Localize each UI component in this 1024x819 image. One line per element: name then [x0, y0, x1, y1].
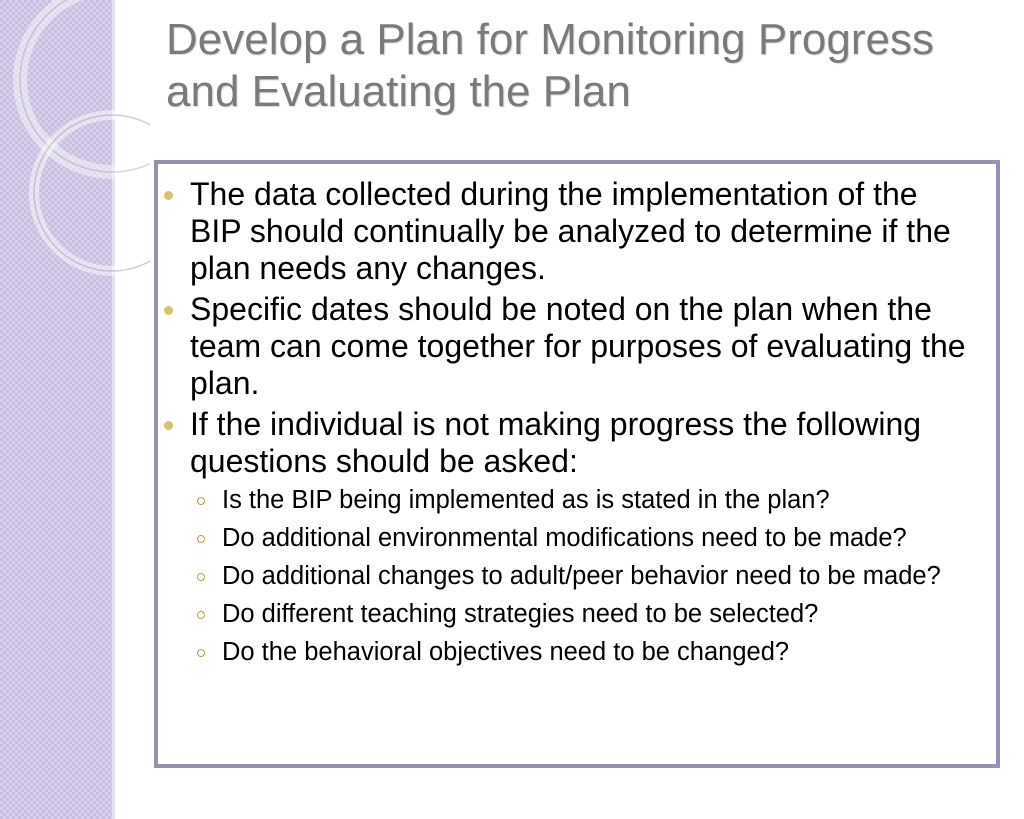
bullet-item	[190, 176, 976, 287]
content-box	[154, 160, 1000, 768]
sub-bullet-item	[222, 524, 976, 553]
bullet-dot-icon	[164, 306, 173, 315]
bullet-item	[190, 291, 976, 402]
sub-bullet-text: Do additional environmental modifications need to be made?	[222, 524, 907, 552]
decorative-ring-lower	[34, 115, 150, 271]
sub-bullet-list	[190, 486, 976, 667]
bullet-item	[190, 406, 976, 667]
sub-bullet-item	[222, 600, 976, 629]
ring-bullet-icon	[197, 611, 205, 619]
bullet-text: Specific dates should be noted on the plan when the team can come together for purposes of evaluating the plan.	[190, 291, 966, 401]
sub-bullet-text: Is the BIP being implemented as is stated in the plan?	[222, 486, 830, 514]
ring-bullet-icon	[197, 573, 205, 581]
bullet-text: If the individual is not making progress the following questions should be asked:	[190, 406, 922, 479]
sub-bullet-text: Do different teaching strategies need to be selected?	[222, 600, 819, 628]
bullet-list	[158, 164, 996, 667]
bullet-dot-icon	[164, 421, 173, 430]
sub-bullet-item	[222, 486, 976, 515]
bullet-dot-icon	[164, 191, 173, 200]
sub-bullet-item	[222, 638, 976, 667]
sub-bullet-text: Do the behavioral objectives need to be changed?	[222, 638, 790, 666]
sub-bullet-text: Do additional changes to adult/peer behavior need to be made?	[222, 562, 941, 590]
decorative-rings	[0, 0, 150, 300]
ring-bullet-icon	[197, 535, 205, 543]
bullet-text: The data collected during the implementation of the BIP should continually be analyzed to determine if the plan needs any changes.	[190, 176, 951, 286]
ring-bullet-icon	[197, 497, 205, 505]
sub-bullet-item	[222, 562, 976, 591]
ring-bullet-icon	[197, 649, 205, 657]
decorative-ring-upper	[20, 0, 150, 172]
slide-title: Develop a Plan for Monitoring Progress and Evaluating the Plan	[166, 15, 934, 116]
